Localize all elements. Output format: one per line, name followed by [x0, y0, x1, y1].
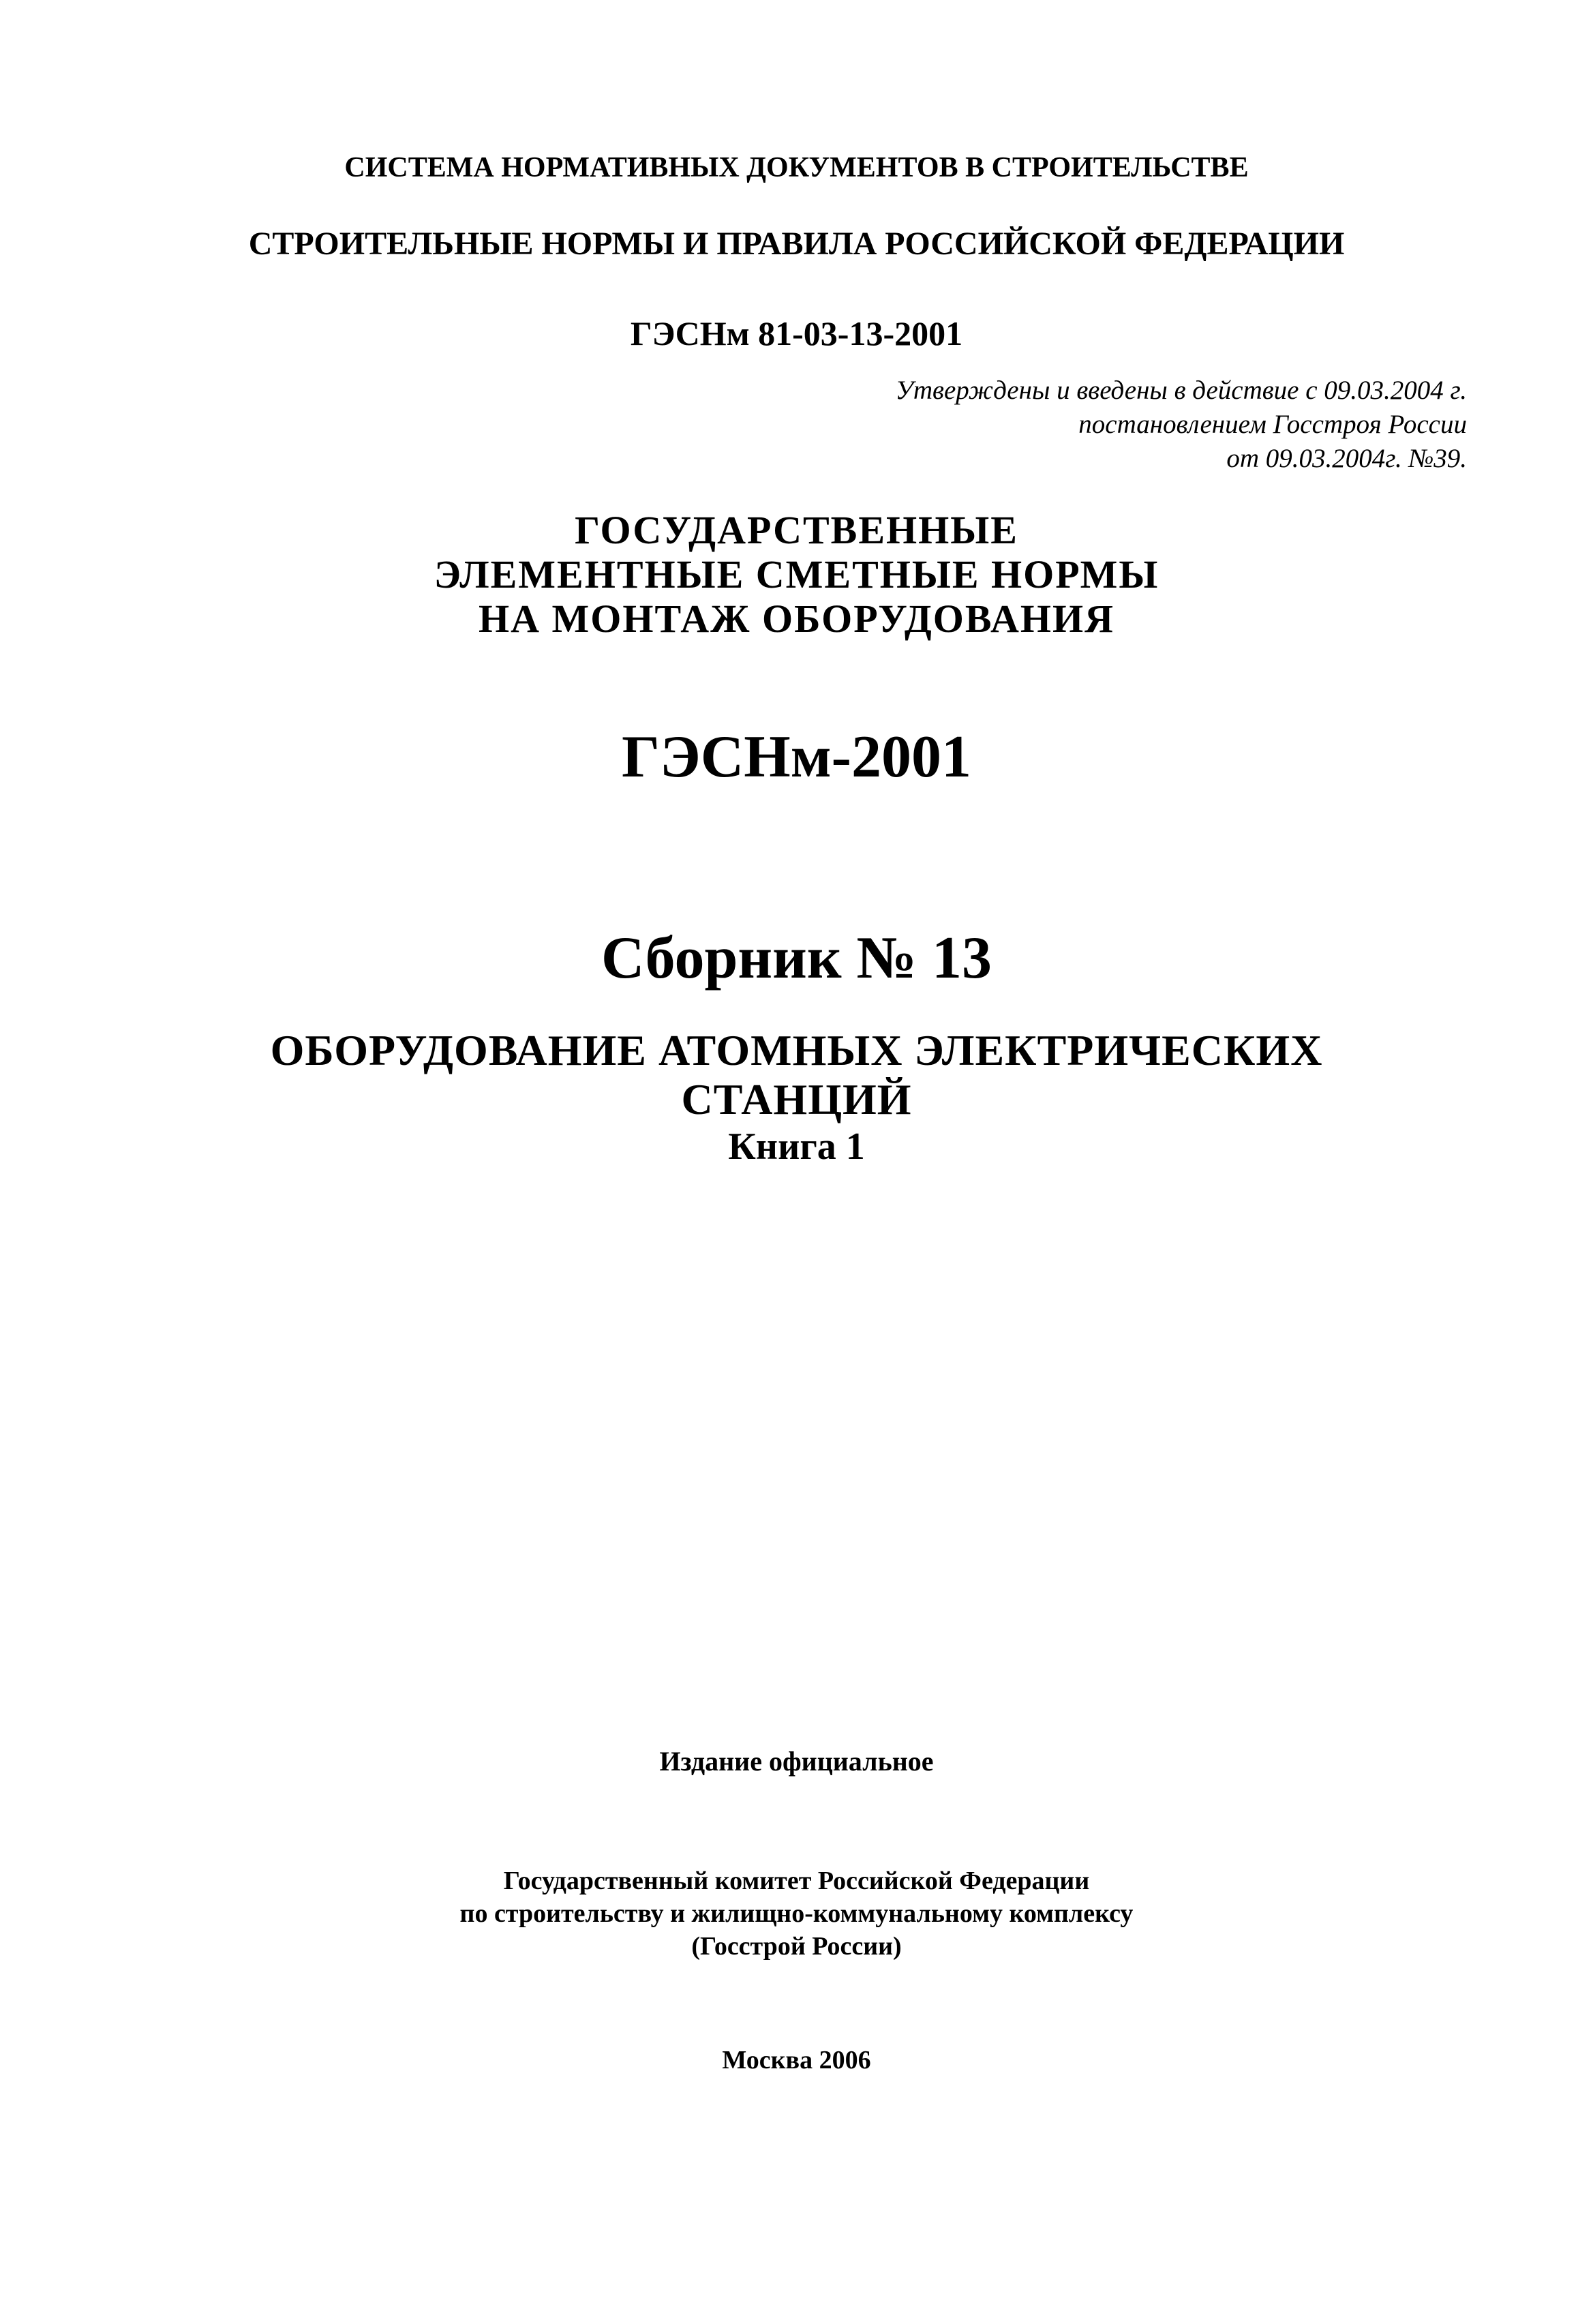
series-heading: СИСТЕМА НОРМАТИВНЫХ ДОКУМЕНТОВ В СТРОИТЕЛЬСТВЕ — [344, 152, 1249, 183]
snip-heading: СТРОИТЕЛЬНЫЕ НОРМЫ И ПРАВИЛА РОССИЙСКОЙ ФЕДЕРАЦИИ — [248, 226, 1345, 262]
publisher-line: (Госстрой России) — [691, 1932, 902, 1961]
subject-line: СТАНЦИЙ — [681, 1075, 912, 1123]
short-code: ГЭСНм-2001 — [622, 724, 971, 790]
collection-subject — [0, 1026, 1593, 1124]
approval-line: Утверждены и введены в действие с 09.03.2004 г. — [895, 376, 1467, 405]
title-line: НА МОНТАЖ ОБОРУДОВАНИЯ — [479, 597, 1114, 641]
publisher-line: Государственный комитет Российской Федерации — [503, 1867, 1090, 1895]
approval-note — [785, 374, 1467, 476]
publisher — [0, 1865, 1593, 1963]
book-number: Книга 1 — [728, 1126, 865, 1168]
document-title — [0, 508, 1593, 641]
edition-note: Издание официальное — [659, 1746, 934, 1777]
collection-label: Сборник № 13 — [601, 925, 992, 991]
city-year: Москва 2006 — [722, 2046, 871, 2074]
publisher-line: по строительству и жилищно-коммунальному комплексу — [459, 1899, 1134, 1928]
title-line: ГОСУДАРСТВЕННЫЕ — [575, 508, 1018, 552]
approval-line: от 09.03.2004г. №39. — [1226, 444, 1467, 473]
approval-line: постановлением Госстроя России — [1078, 410, 1467, 439]
document-code: ГЭСНм 81-03-13-2001 — [630, 314, 963, 352]
subject-line: ОБОРУДОВАНИЕ АТОМНЫХ ЭЛЕКТРИЧЕСКИХ — [270, 1026, 1323, 1074]
title-line: ЭЛЕМЕНТНЫЕ СМЕТНЫЕ НОРМЫ — [434, 552, 1159, 597]
